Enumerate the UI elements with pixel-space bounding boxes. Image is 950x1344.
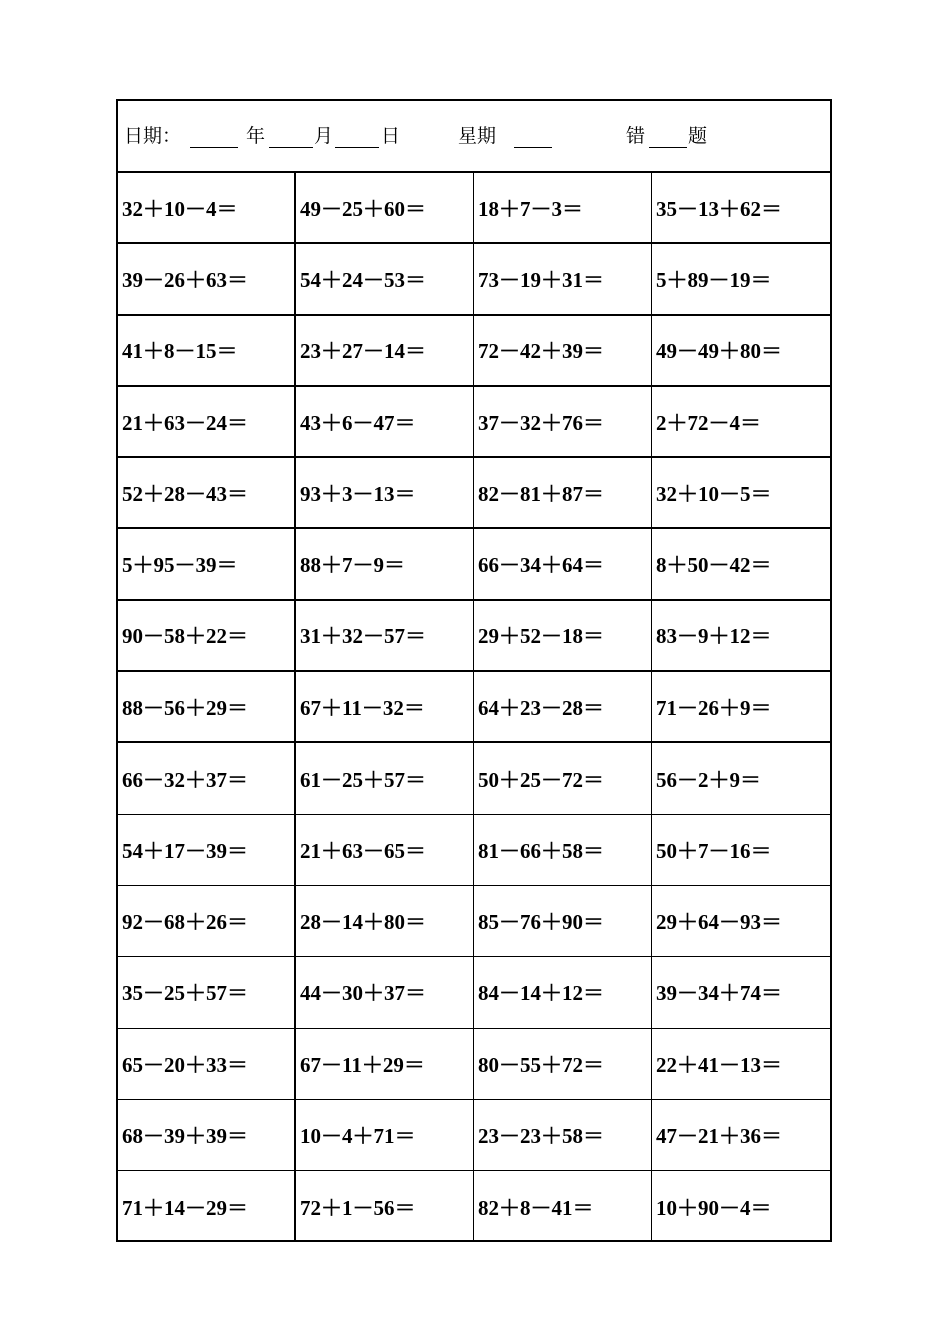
year-label: 年 bbox=[246, 126, 266, 147]
problem-cell[interactable]: 72－42＋39＝ bbox=[474, 316, 652, 385]
problem-cell[interactable]: 8＋50－42＝ bbox=[656, 553, 772, 578]
problem-cell[interactable]: 84－14＋12＝ bbox=[474, 957, 652, 1027]
date-label: 日期： bbox=[124, 126, 182, 147]
wrong-count-blank[interactable] bbox=[649, 147, 687, 148]
problem-cell[interactable]: 39－34＋74＝ bbox=[656, 981, 782, 1006]
problem-row bbox=[118, 387, 830, 458]
problem-row bbox=[118, 244, 830, 315]
worksheet-table bbox=[116, 99, 832, 1242]
problem-row bbox=[118, 743, 830, 814]
problem-row bbox=[118, 1100, 830, 1171]
problem-cell[interactable]: 73－19＋31＝ bbox=[474, 244, 652, 313]
problem-cell[interactable]: 32＋10－5＝ bbox=[656, 481, 772, 506]
problem-cell[interactable]: 35－13＋62＝ bbox=[656, 196, 782, 221]
problem-row bbox=[118, 529, 830, 600]
problem-cell[interactable]: 35－25＋57＝ bbox=[118, 957, 296, 1027]
worksheet-header bbox=[118, 101, 830, 173]
problem-cell[interactable]: 47－21＋36＝ bbox=[656, 1124, 782, 1148]
weekday-label: 星期 bbox=[458, 126, 497, 147]
problem-cell[interactable]: 85－76＋90＝ bbox=[474, 886, 652, 956]
problem-cell[interactable]: 29＋64－93＝ bbox=[656, 910, 782, 935]
problem-cell[interactable]: 54＋17－39＝ bbox=[118, 815, 296, 885]
problem-cell[interactable]: 82－81＋87＝ bbox=[474, 458, 652, 527]
problem-cell[interactable]: 5＋89－19＝ bbox=[656, 267, 772, 292]
problem-cell[interactable]: 71＋14－29＝ bbox=[118, 1171, 296, 1242]
problem-cell[interactable]: 54＋24－53＝ bbox=[296, 244, 474, 313]
problem-row bbox=[118, 886, 830, 957]
day-label: 日 bbox=[381, 126, 401, 147]
problem-cell[interactable]: 31＋32－57＝ bbox=[296, 601, 474, 670]
weekday-blank[interactable] bbox=[514, 147, 552, 148]
problem-cell[interactable]: 23－23＋58＝ bbox=[474, 1100, 652, 1170]
problem-cell[interactable]: 92－68＋26＝ bbox=[118, 886, 296, 956]
problem-cell[interactable]: 32＋10－4＝ bbox=[118, 173, 296, 242]
problem-cell[interactable]: 66－34＋64＝ bbox=[474, 529, 652, 598]
problem-cell[interactable]: 67－11＋29＝ bbox=[296, 1029, 474, 1099]
problem-cell[interactable]: 71－26＋9＝ bbox=[656, 695, 772, 720]
problem-cell[interactable]: 68－39＋39＝ bbox=[118, 1100, 296, 1170]
month-blank[interactable] bbox=[269, 147, 313, 148]
problem-row bbox=[118, 173, 830, 244]
problem-cell[interactable]: 50＋25－72＝ bbox=[474, 743, 652, 813]
problem-cell[interactable]: 52＋28－43＝ bbox=[118, 458, 296, 527]
problem-cell[interactable]: 80－55＋72＝ bbox=[474, 1029, 652, 1099]
problem-cell[interactable]: 65－20＋33＝ bbox=[118, 1029, 296, 1099]
problem-cell[interactable]: 41＋8－15＝ bbox=[118, 316, 296, 385]
problem-cell[interactable]: 83－9＋12＝ bbox=[656, 624, 772, 649]
problem-row bbox=[118, 601, 830, 672]
problem-row bbox=[118, 458, 830, 529]
problem-cell[interactable]: 2＋72－4＝ bbox=[656, 410, 761, 435]
problem-cell[interactable]: 56－2＋9＝ bbox=[656, 767, 761, 792]
day-blank[interactable] bbox=[335, 147, 379, 148]
problem-cell[interactable]: 81－66＋58＝ bbox=[474, 815, 652, 885]
problem-cell[interactable]: 5＋95－39＝ bbox=[118, 529, 296, 598]
year-blank[interactable] bbox=[190, 147, 238, 148]
wrong-label: 错 bbox=[626, 126, 646, 147]
problem-cell[interactable]: 39－26＋63＝ bbox=[118, 244, 296, 313]
problem-cell[interactable]: 93＋3－13＝ bbox=[296, 458, 474, 527]
problem-cell[interactable]: 28－14＋80＝ bbox=[296, 886, 474, 956]
problem-cell[interactable]: 29＋52－18＝ bbox=[474, 601, 652, 670]
problem-cell[interactable]: 44－30＋37＝ bbox=[296, 957, 474, 1027]
question-label: 题 bbox=[688, 126, 708, 147]
problem-cell[interactable]: 90－58＋22＝ bbox=[118, 601, 296, 670]
problem-grid bbox=[118, 173, 830, 1242]
problem-cell[interactable]: 88＋7－9＝ bbox=[296, 529, 474, 598]
problem-row bbox=[118, 1029, 830, 1100]
problem-cell[interactable]: 49－25＋60＝ bbox=[296, 173, 474, 242]
problem-cell[interactable]: 67＋11－32＝ bbox=[296, 672, 474, 741]
problem-cell[interactable]: 50＋7－16＝ bbox=[656, 838, 772, 863]
problem-row bbox=[118, 316, 830, 387]
problem-cell[interactable]: 10－4＋71＝ bbox=[296, 1100, 474, 1170]
problem-cell[interactable]: 22＋41－13＝ bbox=[656, 1052, 782, 1077]
problem-row bbox=[118, 957, 830, 1028]
problem-cell[interactable]: 61－25＋57＝ bbox=[296, 743, 474, 813]
problem-row bbox=[118, 815, 830, 886]
problem-cell[interactable]: 66－32＋37＝ bbox=[118, 743, 296, 813]
problem-cell[interactable]: 43＋6－47＝ bbox=[296, 387, 474, 456]
problem-row bbox=[118, 1171, 830, 1242]
problem-cell[interactable]: 21＋63－65＝ bbox=[296, 815, 474, 885]
problem-row bbox=[118, 672, 830, 743]
problem-cell[interactable]: 49－49＋80＝ bbox=[656, 339, 782, 364]
problem-cell[interactable]: 64＋23－28＝ bbox=[474, 672, 652, 741]
problem-cell[interactable]: 72＋1－56＝ bbox=[296, 1171, 474, 1242]
problem-cell[interactable]: 21＋63－24＝ bbox=[118, 387, 296, 456]
problem-cell[interactable]: 37－32＋76＝ bbox=[474, 387, 652, 456]
problem-cell[interactable]: 82＋8－41＝ bbox=[474, 1171, 652, 1242]
month-label: 月 bbox=[314, 126, 334, 147]
problem-cell[interactable]: 18＋7－3＝ bbox=[474, 173, 652, 242]
problem-cell[interactable]: 88－56＋29＝ bbox=[118, 672, 296, 741]
problem-cell[interactable]: 23＋27－14＝ bbox=[296, 316, 474, 385]
problem-cell[interactable]: 10＋90－4＝ bbox=[656, 1195, 772, 1220]
